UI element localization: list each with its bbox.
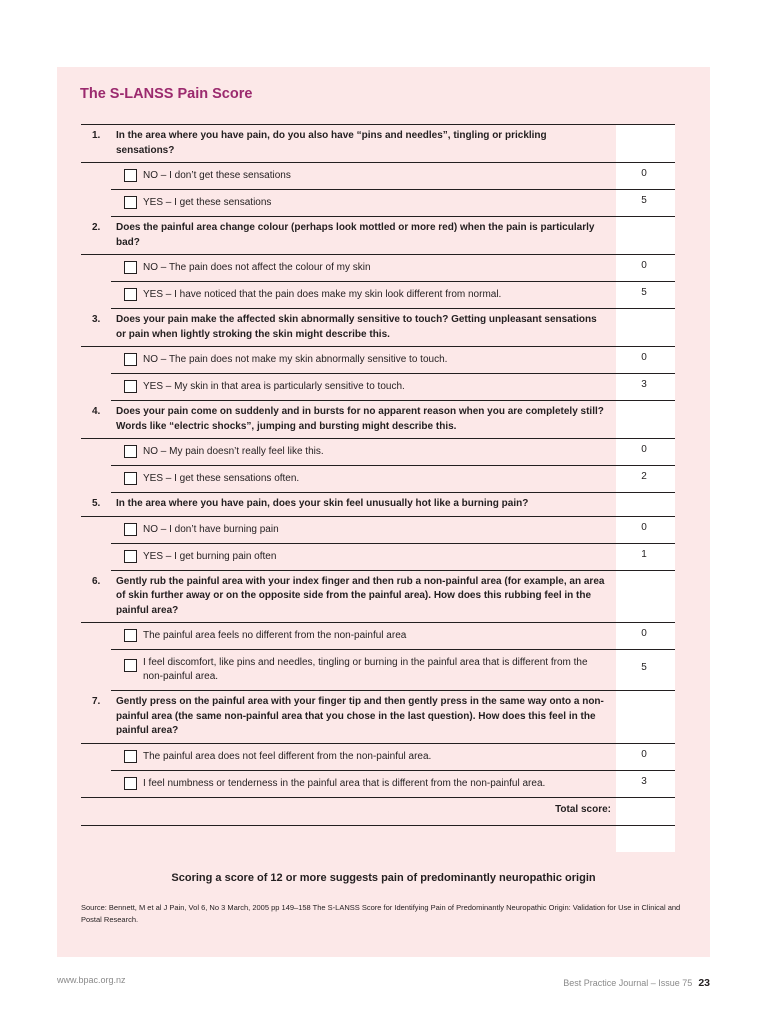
question-number: 5. bbox=[92, 498, 101, 509]
question-text bbox=[116, 406, 604, 432]
question-text bbox=[116, 130, 547, 156]
question-text-part: on the painful area with your finger tip and then gently bbox=[176, 696, 441, 707]
answer-checkbox[interactable] bbox=[124, 629, 137, 642]
answer-label: The painful area feels no different from the non-painful area bbox=[143, 630, 407, 641]
answer-score: 5 bbox=[641, 287, 647, 298]
footer-url[interactable]: www.bpac.org.nz bbox=[57, 975, 126, 985]
question-text bbox=[116, 222, 594, 248]
answer-label: NO – The pain does not affect the colour of my skin bbox=[143, 262, 371, 273]
answer-label: YES – I get burning pain often bbox=[143, 550, 277, 562]
question-text-part: In the area where you have pain, does your skin feel unusually hot like a burning pain? bbox=[116, 498, 529, 509]
scoring-note: Scoring a score of 12 or more suggests pain of predominantly neuropathic origin bbox=[171, 872, 596, 884]
answer-score: 1 bbox=[641, 548, 647, 560]
answer-label: The painful area does not feel different from the non-painful area. bbox=[143, 750, 432, 762]
answer-row bbox=[111, 347, 675, 374]
question-number: 1. bbox=[92, 130, 101, 141]
question-emphasis: rub bbox=[149, 575, 167, 587]
question-number: 6. bbox=[92, 575, 101, 587]
question-text-part: Does your pain make the affected skin abnormally sensitive to touch? Getting unpleasant sensations or pain when lightly stroking the skin might describe this. bbox=[116, 314, 597, 340]
total-score-row bbox=[81, 798, 675, 826]
question-row bbox=[81, 125, 675, 163]
answer-score: 0 bbox=[641, 628, 647, 639]
page-title: The S-LANSS Pain Score bbox=[80, 86, 253, 102]
answer-label: NO – I don’t have burning pain bbox=[143, 523, 279, 535]
answer-score: 0 bbox=[641, 260, 647, 271]
question-text-part: Gently bbox=[116, 575, 150, 587]
answer-label: I feel numbness or tenderness in the painful area that is different from the non-painful area. bbox=[143, 777, 546, 789]
question-row bbox=[81, 493, 675, 517]
answer-score: 3 bbox=[641, 379, 647, 390]
question-text-part: Does your pain come on suddenly and in bursts for no apparent reason when you are completely still? Words like “electric shocks”, jumping and bursting might describe this. bbox=[116, 406, 604, 432]
answer-label: NO – The pain does not make my skin abnormally sensitive to touch. bbox=[143, 354, 448, 365]
answer-row bbox=[111, 744, 675, 771]
question-row bbox=[81, 309, 675, 347]
answer-row bbox=[81, 771, 675, 798]
question-emphasis: rub bbox=[396, 575, 413, 587]
question-text bbox=[116, 314, 597, 340]
answer-checkbox[interactable] bbox=[124, 659, 137, 672]
answer-row bbox=[111, 255, 675, 282]
answer-checkbox[interactable] bbox=[124, 472, 137, 485]
answer-row bbox=[111, 439, 675, 466]
question-row bbox=[81, 217, 675, 255]
source-citation: Source: Bennett, M et al J Pain, Vol 6, No 3 March, 2005 pp 149–158 The S-LANSS Score for Identifying Pain of Predominantly Neuropathic Origin: Validation for Use in Clinical and Postal Research. bbox=[81, 903, 681, 924]
question-text-part: a non-painful area (for example, an area of skin further away or on the opposite side from the painful area). How does this rubbing feel in the painful area? bbox=[116, 575, 605, 616]
answer-label: NO – My pain doesn’t really feel like this. bbox=[143, 446, 324, 457]
answer-score: 3 bbox=[641, 775, 647, 787]
question-emphasis: press bbox=[149, 696, 177, 707]
answer-checkbox[interactable] bbox=[124, 380, 137, 393]
question-number: 2. bbox=[92, 222, 101, 233]
answer-label: YES – I get these sensations often. bbox=[143, 473, 300, 484]
answer-score: 0 bbox=[641, 748, 647, 760]
question-number: 4. bbox=[92, 406, 101, 417]
answer-checkbox[interactable] bbox=[124, 777, 137, 790]
answer-label: YES – My skin in that area is particularly sensitive to touch. bbox=[143, 381, 405, 392]
question-number: 7. bbox=[92, 696, 101, 707]
question-row bbox=[81, 571, 675, 624]
answer-score: 5 bbox=[641, 195, 647, 206]
question-number: 3. bbox=[92, 314, 101, 325]
answer-label: I feel discomfort, like pins and needles, tingling or burning in the painful area that is different from the non-painful area. bbox=[143, 657, 588, 682]
question-text bbox=[116, 576, 604, 616]
answer-checkbox[interactable] bbox=[124, 196, 137, 209]
question-text bbox=[116, 498, 528, 509]
answer-score: 0 bbox=[641, 444, 647, 455]
total-score-label: Total score: bbox=[555, 803, 611, 815]
answer-score: 0 bbox=[641, 352, 647, 363]
question-text-part: Gently bbox=[116, 696, 150, 707]
answer-row bbox=[111, 650, 675, 691]
answer-row bbox=[111, 282, 675, 309]
answer-checkbox[interactable] bbox=[124, 550, 137, 563]
answer-checkbox[interactable] bbox=[124, 445, 137, 458]
question-row bbox=[81, 691, 675, 744]
question-emphasis: press bbox=[440, 696, 468, 707]
questionnaire-table bbox=[81, 124, 675, 826]
answer-row bbox=[111, 544, 675, 571]
question-text-part: the painful area with your index finger and then bbox=[166, 575, 397, 587]
answer-checkbox[interactable] bbox=[124, 523, 137, 536]
answer-checkbox[interactable] bbox=[124, 750, 137, 763]
answer-score: 2 bbox=[641, 471, 647, 482]
question-row bbox=[81, 401, 675, 439]
answer-row bbox=[111, 517, 675, 544]
answer-score: 0 bbox=[641, 521, 647, 533]
answer-score: 0 bbox=[641, 168, 647, 179]
answer-row bbox=[111, 163, 675, 190]
page-number: 23 bbox=[698, 977, 710, 989]
answer-score: 5 bbox=[641, 662, 647, 673]
footer-journal bbox=[563, 977, 710, 989]
answer-checkbox[interactable] bbox=[124, 353, 137, 366]
answer-checkbox[interactable] bbox=[124, 169, 137, 182]
answer-label: NO – I don’t get these sensations bbox=[143, 170, 291, 181]
question-text-part: In the area where you have pain, do you also have “pins and needles”, tingling or prickling sensations? bbox=[116, 130, 547, 156]
question-text bbox=[116, 696, 604, 736]
answer-label: YES – I get these sensations bbox=[143, 197, 272, 208]
question-text-part: Does the painful area change colour (perhaps look mottled or more red) when the pain is particularly bad? bbox=[116, 222, 595, 248]
question-text-part: in the same way onto a non-painful area (the same non-painful area that you chose in the last question). How does this feel in the painful area? bbox=[116, 696, 604, 736]
answer-row bbox=[111, 466, 675, 493]
answer-label: YES – I have noticed that the pain does make my skin look different from normal. bbox=[143, 289, 502, 300]
answer-checkbox[interactable] bbox=[124, 261, 137, 274]
answer-checkbox[interactable] bbox=[124, 288, 137, 301]
answer-row bbox=[111, 623, 675, 650]
journal-name: Best Practice Journal – Issue 75 bbox=[563, 978, 693, 988]
answer-row bbox=[111, 374, 675, 401]
answer-row bbox=[111, 190, 675, 217]
